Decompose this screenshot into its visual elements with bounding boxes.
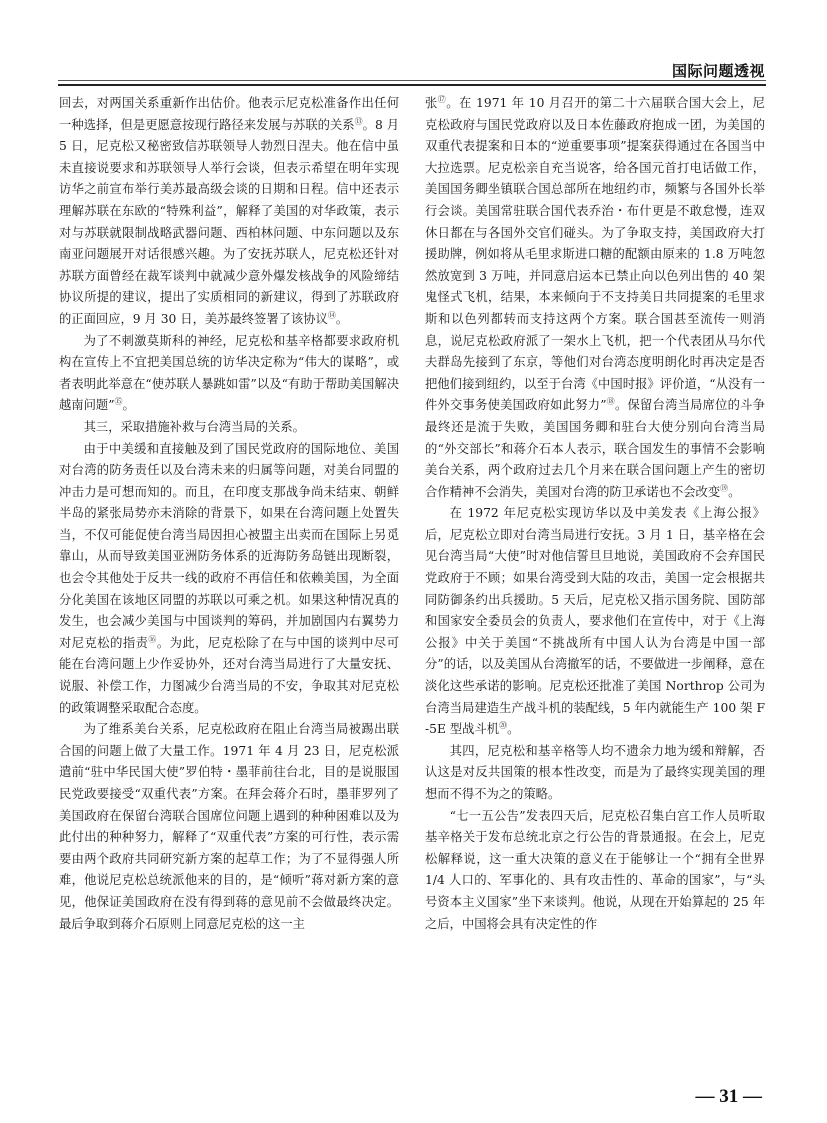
- footnote-ref: ⑮: [114, 397, 123, 407]
- footnote-ref: ⑭: [327, 310, 336, 320]
- paragraph: 张⑰。在 1971 年 10 月召开的第二十六届联合国大会上，尼克松政府与国民党政府以及日本佐藤政府抱成一团，为美国的双重代表提案和日本的“逆重要事项”提案获得通过在各国当中大拉选票。尼克松亲自充当说客，给各国元首打电话做工作，美国国务卿坐镇联合国总部所在地纽约市，频繁与各国外长举行会谈。美国常驻联合国代表乔治・布什更是不敢怠慢，连双休日都在与各国外交官们碰头。为了争取支持，美国政府大打援助牌，例如将从毛里求斯进口糖的配额由原来的 1.8 万吨忽然放宽到 3 万吨，并同意启运本已禁止向以色列出售的 40 架鬼怪式飞机，结果，本来倾向于不支持美日共同提案的毛里求斯和以色列都转而支持这两个方案。联合国甚至流传一则消息，说尼克松政府派了一架水上飞机，把一个代表团从马尔代夫群岛先接到了东京，等他们对台湾态度明朗化时再决定是否把他们接到纽约，以至于台湾《中国时报》评价道，“从没有一件外交事务使美国政府如此努力”⑱。保留台湾当局席位的斗争最终还是流于失败，美国国务卿和驻台大使分别向台湾当局的“外交部长”和蒋介石本人表示，联合国发生的事情不会影响美台关系，两个政府过去几个月来在联合国问题上产生的密切合作精神不会消失，美国对台湾的防卫承诺也不会改变⑲。: [425, 94, 765, 499]
- footnote-ref: ⑬: [354, 116, 363, 126]
- page-number: — 31 —: [695, 1086, 762, 1107]
- paragraph: 在 1972 年尼克松实现访华以及中美发表《上海公报》后，尼克松立即对台湾当局进行安抚。3 月 1 日，基辛格在会见台湾当局“大使”时对他信誓旦旦地说，美国政府不会弃国民党政府于不顾；如果台湾受到大陆的攻击，美国一定会根据共同防御条约出兵援助。5 天后，尼克松又指示国务院、国防部和国家安全委员会的负责人，要求他们在宣传中，对于《上海公报》中关于美国“不挑战所有中国人认为台湾是中国一部分”的话，以及美国从台湾撤军的话，不要做进一步阐释，意在淡化这些承诺的影响。尼克松还批准了美国 Northrop 公司为台湾当局建造生产战斗机的装配线，5 年内就能生产 100 架 F-5E 型战斗机⑳。: [425, 506, 765, 737]
- paragraph: 其三，采取措施补救与台湾当局的关系。: [83, 419, 305, 434]
- header-rule-thin: [58, 80, 766, 81]
- paragraph: 由于中美缓和直接触及到了国民党政府的国际地位、美国对台湾的防务责任以及台湾未来的归属等问题，对美台同盟的冲击力是可想而知的。而且，在印度支那战争尚未结束、朝鲜半岛的紧张局势亦未消除的背景下，如果在台湾问题上处置失当，不仅可能促使台湾当局因担心被盟主出卖而在国际上另觅靠山，从而导致美国亚洲防务体系的近海防务岛链出现断裂，也会令其他处于反共一线的政府不再信任和依赖美国，为全面分化美国在该地区同盟的苏联以可乘之机。如果这种情况真的发生，也会减少美国与中国谈判的筹码，并加剧国内右翼势力对尼克松的指责⑯。为此，尼克松除了在与中国的谈判中尽可能在台湾问题上少作妥协外，还对台湾当局进行了大量安抚、说服、补偿工作，力图减少台湾当局的不安，争取其对尼克松的政策调整采取配合态度。: [59, 441, 399, 715]
- right-column: [425, 93, 765, 935]
- footnote-ref: ⑰: [437, 94, 447, 104]
- section-label: 国际问题透视: [671, 62, 765, 80]
- footnote-ref: ⑲: [720, 483, 729, 493]
- left-column: [59, 93, 399, 935]
- paragraph: “七一五公告”发表四天后，尼克松召集白宫工作人员听取基辛格关于发布总统北京之行公告的背景通报。在会上，尼克松解释说，这一重大决策的意义在于能够让一个“拥有全世界 1/4 人口的、军事化的、具有攻击性的、革命的国家”，与“头号资本主义国家”坐下来谈判。他说，从现在开始算起的 25 年之后，中国将会具有决定性的作: [425, 808, 765, 931]
- footnote-ref: ⑱: [606, 397, 615, 407]
- paragraph: 其四，尼克松和基辛格等人均不遗余力地为缓和辩解，否认这是对反共国策的根本性改变，而是为了最终实现美国的理想而不得不为之的策略。: [425, 743, 765, 801]
- footnote-ref: ⑯: [148, 634, 157, 644]
- header-rule-thick: [58, 84, 766, 86]
- paragraph: 回去，对两国关系重新作出估价。他表示尼克松准备作出任何一种选择，但是更愿意按现行路径来发展与苏联的关系⑬。8 月 5 日，尼克松又秘密致信苏联领导人勃烈日涅夫。他在信中虽未直接说要求和苏联领导人举行会谈，但表示希望在明年实现访华之前宣布举行美苏最高级会谈的日期和日程。信中还表示理解苏联在东欧的“特殊利益”，解释了美国的对华政策，表示对与苏联就限制战略武器问题、西柏林问题、中东问题以及东南亚问题展开对话很感兴趣。为了安抚苏联人，尼克松还针对苏联方面曾经在裁军谈判中就减少意外爆发核战争的风险缔结协议所提的建议，提出了实质相同的新建议，得到了苏联政府的正面回应，9 月 30 日，美苏最终签署了该协议⑭。: [59, 96, 400, 326]
- paragraph: 为了维系美台关系，尼克松政府在阻止台湾当局被踢出联合国的问题上做了大量工作。1971 年 4 月 23 日，尼克松派遣前“驻中华民国大使”罗伯特・墨菲前往台北，目的是说服国民党政要接受“双重代表”方案。在拜会蒋介石时，墨菲罗列了美国政府在保留台湾联合国席位问题上遇到的种种困难以及为此付出的种种努力，解释了“双重代表”方案的可行性，表示需要由两个政府共同研究新方案的起草工作；为了不显得强人所难，他说尼克松总统派他来的目的，是“倾听”蒋对新方案的意见，他保证美国政府在没有得到蒋的意见前不会做最终决定。最后争取到蒋介石原则上同意尼克松的这一主: [59, 722, 399, 931]
- footnote-ref: ⑳: [499, 721, 508, 731]
- paragraph: 为了不刺激莫斯科的神经，尼克松和基辛格都要求政府机构在宣传上不宜把美国总统的访华决定称为“伟大的谋略”，或者表明此举意在“使苏联人暴跳如雷”以及“有助于帮助美国解决越南问题”⑮。: [59, 333, 399, 413]
